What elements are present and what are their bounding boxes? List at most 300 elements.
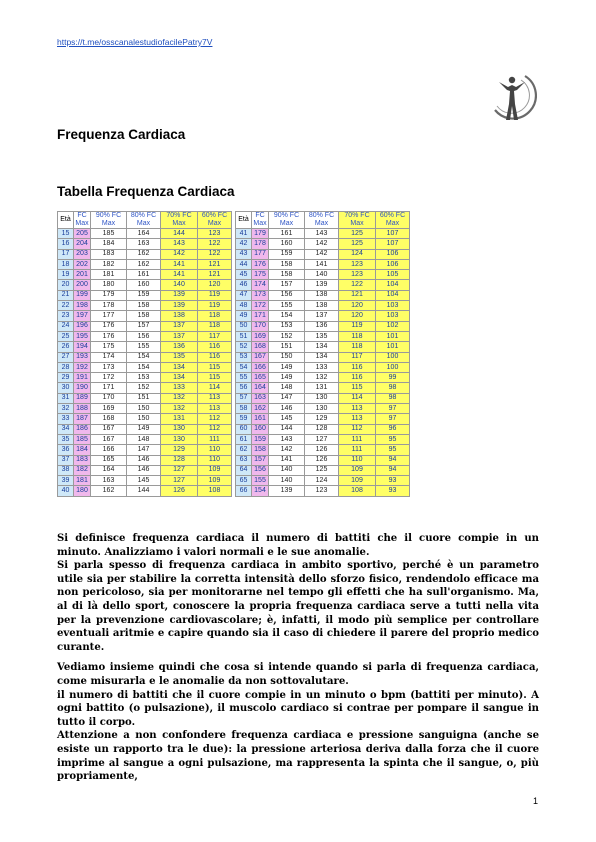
table-cell: 118 xyxy=(339,331,376,341)
table-cell: 46 xyxy=(236,280,252,290)
table-cell: 108 xyxy=(339,486,376,496)
table-cell: 183 xyxy=(91,249,127,259)
table-cell: 143 xyxy=(305,229,339,239)
table-row xyxy=(236,393,410,403)
table-cell: 167 xyxy=(91,434,127,444)
table-cell: 142 xyxy=(269,445,305,455)
table-cell: 121 xyxy=(198,259,232,269)
table-cell: 157 xyxy=(127,321,161,331)
table-cell: 121 xyxy=(198,270,232,280)
telegram-link[interactable]: https://t.me/osscanalestudiofacilePatry7V xyxy=(57,37,213,47)
table-cell: 51 xyxy=(236,331,252,341)
table-row xyxy=(236,352,410,362)
table-cell: 126 xyxy=(305,455,339,465)
table-cell: 142 xyxy=(305,249,339,259)
table-row xyxy=(58,383,232,393)
table-cell: 156 xyxy=(127,331,161,341)
table-row xyxy=(236,465,410,475)
table-cell: 125 xyxy=(339,229,376,239)
table-cell: 160 xyxy=(252,424,269,434)
table-cell: 170 xyxy=(252,321,269,331)
table-cell: 118 xyxy=(198,321,232,331)
table-cell: 116 xyxy=(198,352,232,362)
table-cell: 154 xyxy=(252,486,269,496)
table-cell: 184 xyxy=(91,239,127,249)
table-cell: 202 xyxy=(74,259,91,269)
table-cell: 164 xyxy=(127,229,161,239)
table-cell: 156 xyxy=(269,290,305,300)
table-row xyxy=(58,373,232,383)
table-cell: 150 xyxy=(127,414,161,424)
table-cell: 45 xyxy=(236,270,252,280)
table-cell: 154 xyxy=(269,311,305,321)
table-cell: 147 xyxy=(269,393,305,403)
table-cell: 143 xyxy=(269,434,305,444)
table-cell: 63 xyxy=(236,455,252,465)
table-cell: 112 xyxy=(198,414,232,424)
table-cell: 159 xyxy=(127,290,161,300)
table-cell: 174 xyxy=(252,280,269,290)
table-row xyxy=(58,249,232,259)
table-row xyxy=(236,290,410,300)
table-cell: 177 xyxy=(252,249,269,259)
table-cell: 142 xyxy=(305,239,339,249)
table-cell: 158 xyxy=(269,270,305,280)
table-row xyxy=(236,383,410,393)
table-cell: 173 xyxy=(91,362,127,372)
table-cell: 189 xyxy=(74,393,91,403)
table-cell: 139 xyxy=(305,280,339,290)
table-row xyxy=(58,455,232,465)
table-cell: 53 xyxy=(236,352,252,362)
table-row xyxy=(58,486,232,496)
table-cell: 158 xyxy=(127,311,161,321)
table-row xyxy=(58,331,232,341)
table-row xyxy=(236,301,410,311)
table-row xyxy=(236,424,410,434)
table-cell: 134 xyxy=(161,373,198,383)
table-cell: 114 xyxy=(339,393,376,403)
table-cell: 117 xyxy=(198,331,232,341)
col-header: 70% FC Max xyxy=(161,212,198,229)
table-cell: 155 xyxy=(269,301,305,311)
table-cell: 179 xyxy=(91,290,127,300)
table-cell: 155 xyxy=(252,476,269,486)
table-cell: 124 xyxy=(305,476,339,486)
table-cell: 133 xyxy=(305,362,339,372)
table-cell: 28 xyxy=(58,362,74,372)
table-cell: 191 xyxy=(74,373,91,383)
table-cell: 182 xyxy=(74,465,91,475)
table-cell: 104 xyxy=(376,290,410,300)
table-cell: 119 xyxy=(339,321,376,331)
table-cell: 103 xyxy=(376,311,410,321)
table-cell: 195 xyxy=(74,331,91,341)
table-cell: 144 xyxy=(269,424,305,434)
table-cell: 96 xyxy=(376,424,410,434)
table-cell: 167 xyxy=(252,352,269,362)
table-cell: 97 xyxy=(376,404,410,414)
table-cell: 116 xyxy=(339,362,376,372)
table-cell: 113 xyxy=(339,414,376,424)
table-cell: 97 xyxy=(376,414,410,424)
table-cell: 112 xyxy=(198,424,232,434)
table-cell: 144 xyxy=(161,229,198,239)
table-cell: 111 xyxy=(339,445,376,455)
col-header: 90% FC Max xyxy=(269,212,305,229)
table-cell: 95 xyxy=(376,434,410,444)
table-cell: 124 xyxy=(339,249,376,259)
table-cell: 140 xyxy=(269,476,305,486)
heart-rate-table-right xyxy=(235,211,410,497)
table-row xyxy=(236,321,410,331)
table-row xyxy=(58,393,232,403)
table-row xyxy=(58,476,232,486)
table-cell: 161 xyxy=(127,270,161,280)
table-cell: 109 xyxy=(339,476,376,486)
heart-rate-tables xyxy=(57,211,410,497)
table-row xyxy=(236,280,410,290)
col-header: 70% FC Max xyxy=(339,212,376,229)
table-cell: 134 xyxy=(161,362,198,372)
table-cell: 111 xyxy=(339,434,376,444)
table-cell: 196 xyxy=(74,321,91,331)
table-cell: 35 xyxy=(58,434,74,444)
table-row xyxy=(236,476,410,486)
table-cell: 138 xyxy=(305,290,339,300)
table-cell: 158 xyxy=(127,301,161,311)
table-cell: 26 xyxy=(58,342,74,352)
table-cell: 107 xyxy=(376,229,410,239)
table-row xyxy=(58,352,232,362)
table-cell: 34 xyxy=(58,424,74,434)
table-cell: 146 xyxy=(269,404,305,414)
col-header: 60% FC Max xyxy=(376,212,410,229)
table-cell: 17 xyxy=(58,249,74,259)
table-row xyxy=(236,239,410,249)
table-cell: 113 xyxy=(198,393,232,403)
table-row xyxy=(58,311,232,321)
table-cell: 135 xyxy=(305,331,339,341)
table-cell: 112 xyxy=(339,424,376,434)
table-cell: 122 xyxy=(198,239,232,249)
table-cell: 140 xyxy=(161,280,198,290)
table-cell: 123 xyxy=(198,229,232,239)
table-cell: 49 xyxy=(236,311,252,321)
table-cell: 16 xyxy=(58,239,74,249)
table-row xyxy=(236,229,410,239)
table-cell: 129 xyxy=(305,414,339,424)
logo-icon xyxy=(487,70,537,126)
table-cell: 136 xyxy=(305,321,339,331)
table-cell: 144 xyxy=(127,486,161,496)
table-cell: 141 xyxy=(305,259,339,269)
table-cell: 138 xyxy=(161,311,198,321)
table-cell: 184 xyxy=(74,445,91,455)
table-cell: 140 xyxy=(305,270,339,280)
table-cell: 141 xyxy=(161,259,198,269)
table-cell: 178 xyxy=(252,239,269,249)
table-cell: 199 xyxy=(74,290,91,300)
table-row xyxy=(58,404,232,414)
table-cell: 177 xyxy=(91,311,127,321)
table-cell: 158 xyxy=(252,445,269,455)
table-cell: 205 xyxy=(74,229,91,239)
table-cell: 19 xyxy=(58,270,74,280)
table-cell: 115 xyxy=(198,373,232,383)
table-cell: 176 xyxy=(91,321,127,331)
table-cell: 176 xyxy=(252,259,269,269)
table-row xyxy=(58,434,232,444)
table-cell: 163 xyxy=(252,393,269,403)
table-cell: 175 xyxy=(252,270,269,280)
paragraph: Si parla spesso di frequenza cardiaca in ambito sportivo, perché è un parametro utile sia per stabilire la corretta intensità dello sforzo fisico, rendendolo efficace ma non pericoloso, sia per monitorarne nel tempo gli effetti che ha sull'organismo. Ma, al di là dello sport, conoscere la propria frequenza cardiaca serve a tutti nella vita per la prevenzione cardiovascolare; è, infatti, il modo più semplice per controllare eventuali aritmie e capire quando sia il caso di chiedere il parere del proprio medico curante. xyxy=(57,560,539,653)
col-header: 80% FC Max xyxy=(127,212,161,229)
table-cell: 56 xyxy=(236,383,252,393)
table-cell: 186 xyxy=(74,424,91,434)
table-cell: 141 xyxy=(161,270,198,280)
table-cell: 139 xyxy=(161,290,198,300)
table-cell: 59 xyxy=(236,414,252,424)
table-cell: 24 xyxy=(58,321,74,331)
table-cell: 128 xyxy=(305,424,339,434)
table-cell: 181 xyxy=(91,270,127,280)
table-row xyxy=(236,455,410,465)
table-cell: 137 xyxy=(161,321,198,331)
table-row xyxy=(236,434,410,444)
table-cell: 153 xyxy=(269,321,305,331)
table-cell: 127 xyxy=(161,465,198,475)
table-cell: 98 xyxy=(376,393,410,403)
table-cell: 50 xyxy=(236,321,252,331)
table-cell: 143 xyxy=(161,239,198,249)
col-header: 60% FC Max xyxy=(198,212,232,229)
table-cell: 39 xyxy=(58,476,74,486)
table-cell: 110 xyxy=(339,455,376,465)
table-cell: 20 xyxy=(58,280,74,290)
table-row xyxy=(58,424,232,434)
table-cell: 55 xyxy=(236,373,252,383)
table-cell: 94 xyxy=(376,455,410,465)
table-cell: 100 xyxy=(376,352,410,362)
table-cell: 108 xyxy=(198,486,232,496)
table-cell: 99 xyxy=(376,373,410,383)
table-cell: 125 xyxy=(305,465,339,475)
table-cell: 162 xyxy=(127,249,161,259)
table-cell: 40 xyxy=(58,486,74,496)
table-row xyxy=(58,445,232,455)
table-cell: 141 xyxy=(269,455,305,465)
col-header: Età xyxy=(58,212,74,229)
table-cell: 106 xyxy=(376,249,410,259)
table-cell: 194 xyxy=(74,342,91,352)
paragraph: Attenzione a non confondere frequenza cardiaca e pressione sanguigna (anche se esiste un rapporto tra le due): la pressione arteriosa deriva dalla forza che il cuore imprime al sangue a ogni pulsazione, ma rappresenta la spinta che il sangue, o, più propriamente, xyxy=(57,730,539,783)
table-cell: 52 xyxy=(236,342,252,352)
table-cell: 25 xyxy=(58,331,74,341)
table-cell: 117 xyxy=(339,352,376,362)
table-cell: 109 xyxy=(198,476,232,486)
table-cell: 150 xyxy=(127,404,161,414)
table-cell: 181 xyxy=(74,476,91,486)
table-cell: 139 xyxy=(161,301,198,311)
table-cell: 101 xyxy=(376,331,410,341)
table-cell: 158 xyxy=(269,259,305,269)
col-header: 90% FC Max xyxy=(91,212,127,229)
table-cell: 129 xyxy=(161,445,198,455)
table-cell: 150 xyxy=(269,352,305,362)
table-row xyxy=(58,362,232,372)
table-cell: 148 xyxy=(269,383,305,393)
table-cell: 162 xyxy=(252,404,269,414)
table-cell: 136 xyxy=(161,342,198,352)
table-cell: 128 xyxy=(161,455,198,465)
table-cell: 127 xyxy=(161,476,198,486)
table-cell: 152 xyxy=(127,383,161,393)
table-cell: 178 xyxy=(91,301,127,311)
table-cell: 154 xyxy=(127,352,161,362)
table-cell: 114 xyxy=(198,383,232,393)
table-cell: 102 xyxy=(376,321,410,331)
table-cell: 154 xyxy=(127,362,161,372)
table-row xyxy=(58,321,232,331)
table-cell: 192 xyxy=(74,362,91,372)
table-cell: 168 xyxy=(252,342,269,352)
table-row xyxy=(58,280,232,290)
table-cell: 149 xyxy=(127,424,161,434)
table-cell: 175 xyxy=(91,342,127,352)
table-row xyxy=(236,270,410,280)
table-cell: 162 xyxy=(127,259,161,269)
table-cell: 105 xyxy=(376,270,410,280)
page-title: Frequenza Cardiaca xyxy=(57,127,186,142)
table-cell: 93 xyxy=(376,486,410,496)
table-cell: 57 xyxy=(236,393,252,403)
table-cell: 152 xyxy=(269,331,305,341)
table-cell: 160 xyxy=(127,280,161,290)
table-cell: 130 xyxy=(305,393,339,403)
table-cell: 166 xyxy=(91,445,127,455)
table-row xyxy=(58,414,232,424)
table-cell: 120 xyxy=(339,301,376,311)
table-cell: 161 xyxy=(252,414,269,424)
table-cell: 119 xyxy=(198,290,232,300)
table-cell: 137 xyxy=(305,311,339,321)
table-cell: 190 xyxy=(74,383,91,393)
table-cell: 179 xyxy=(252,229,269,239)
table-cell: 115 xyxy=(198,362,232,372)
table-cell: 146 xyxy=(127,455,161,465)
table-cell: 110 xyxy=(198,445,232,455)
table-cell: 168 xyxy=(91,414,127,424)
table-cell: 132 xyxy=(305,373,339,383)
table-cell: 118 xyxy=(339,342,376,352)
table-cell: 22 xyxy=(58,301,74,311)
table-cell: 118 xyxy=(198,311,232,321)
table-cell: 180 xyxy=(74,486,91,496)
table-cell: 174 xyxy=(91,352,127,362)
table-row xyxy=(236,331,410,341)
table-cell: 183 xyxy=(74,455,91,465)
table-cell: 132 xyxy=(161,393,198,403)
table-cell: 119 xyxy=(198,301,232,311)
table-cell: 48 xyxy=(236,301,252,311)
table-cell: 36 xyxy=(58,445,74,455)
table-cell: 171 xyxy=(91,383,127,393)
table-cell: 149 xyxy=(269,373,305,383)
table-cell: 159 xyxy=(252,434,269,444)
table-row xyxy=(58,259,232,269)
table-cell: 33 xyxy=(58,414,74,424)
table-cell: 113 xyxy=(339,404,376,414)
table-cell: 157 xyxy=(269,280,305,290)
table-cell: 145 xyxy=(269,414,305,424)
table-cell: 62 xyxy=(236,445,252,455)
table-cell: 162 xyxy=(91,486,127,496)
table-row xyxy=(236,362,410,372)
table-cell: 166 xyxy=(252,362,269,372)
table-cell: 149 xyxy=(269,362,305,372)
col-header: FC Max xyxy=(75,212,89,227)
table-cell: 94 xyxy=(376,465,410,475)
table-cell: 60 xyxy=(236,424,252,434)
table-cell: 109 xyxy=(339,465,376,475)
table-cell: 116 xyxy=(339,373,376,383)
table-row xyxy=(236,404,410,414)
table-cell: 109 xyxy=(198,465,232,475)
table-cell: 203 xyxy=(74,249,91,259)
table-cell: 146 xyxy=(127,465,161,475)
table-row xyxy=(58,465,232,475)
table-cell: 110 xyxy=(198,455,232,465)
table-cell: 61 xyxy=(236,434,252,444)
table-cell: 137 xyxy=(161,331,198,341)
table-cell: 107 xyxy=(376,239,410,249)
table-cell: 130 xyxy=(305,404,339,414)
table-cell: 159 xyxy=(269,249,305,259)
table-cell: 169 xyxy=(252,331,269,341)
table-cell: 167 xyxy=(91,424,127,434)
table-cell: 161 xyxy=(269,229,305,239)
table-cell: 113 xyxy=(198,404,232,414)
body-text xyxy=(57,532,539,784)
table-cell: 164 xyxy=(91,465,127,475)
table-cell: 134 xyxy=(305,352,339,362)
table-cell: 171 xyxy=(252,311,269,321)
table-cell: 132 xyxy=(161,404,198,414)
table-cell: 172 xyxy=(252,301,269,311)
table-cell: 111 xyxy=(198,434,232,444)
table-cell: 164 xyxy=(252,383,269,393)
paragraph: il numero di battiti che il cuore compie in un minuto o bpm (battiti per minuto). A ogni battito (o pulsazione), il muscolo cardiaco si contrae per pompare il sangue in tutto il corpo. xyxy=(57,689,539,728)
table-cell: 148 xyxy=(127,434,161,444)
table-cell: 37 xyxy=(58,455,74,465)
table-cell: 173 xyxy=(252,290,269,300)
table-cell: 127 xyxy=(305,434,339,444)
table-cell: 165 xyxy=(91,455,127,465)
table-cell: 151 xyxy=(269,342,305,352)
table-row xyxy=(58,290,232,300)
table-cell: 147 xyxy=(127,445,161,455)
table-cell: 163 xyxy=(127,239,161,249)
table-cell: 106 xyxy=(376,259,410,269)
table-cell: 47 xyxy=(236,290,252,300)
table-cell: 93 xyxy=(376,476,410,486)
table-cell: 185 xyxy=(74,434,91,444)
table-cell: 170 xyxy=(91,393,127,403)
table-cell: 157 xyxy=(252,455,269,465)
table-row xyxy=(236,342,410,352)
table-cell: 123 xyxy=(339,259,376,269)
